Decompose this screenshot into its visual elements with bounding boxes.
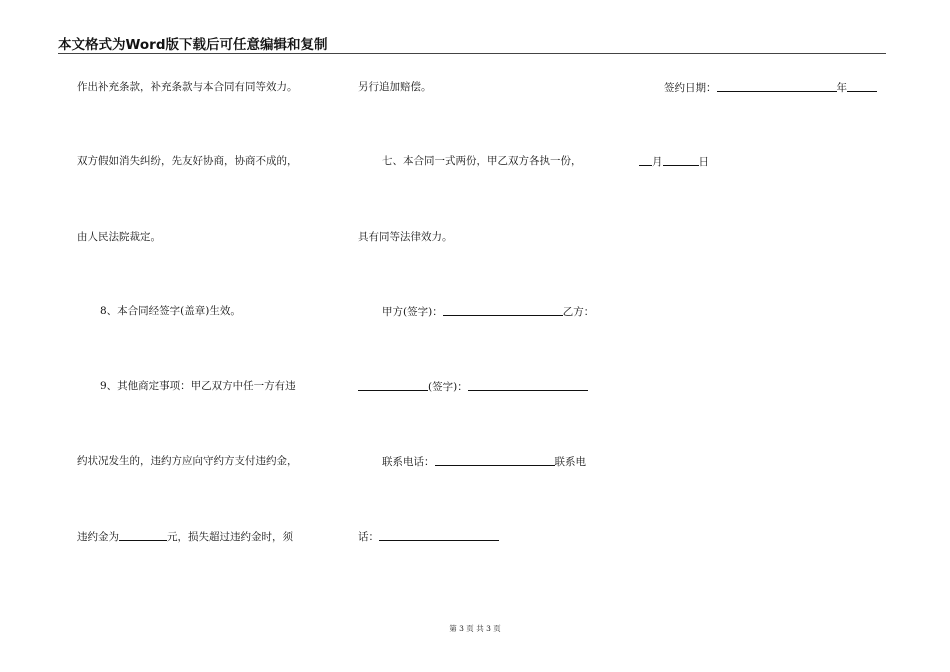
col2-line-2: 七、本合同一式两份，甲乙双方各执一份， — [382, 155, 582, 167]
col2-line-1: 另行追加赔偿。 — [358, 81, 432, 93]
year-blank — [847, 80, 877, 92]
month-label: 月 — [652, 156, 663, 168]
year-label: 年 — [836, 82, 847, 94]
header-divider — [58, 53, 886, 54]
col2-line-3: 具有同等法律效力。 — [358, 231, 453, 243]
document-header-title: 本文格式为Word版下载后可任意编辑和复制 — [58, 37, 328, 53]
phone-label-cont: 话： — [358, 531, 379, 543]
day-label: 日 — [698, 156, 709, 168]
page-footer: 第 3 页 共 3 页 — [449, 624, 501, 633]
col3-line-2 — [639, 154, 709, 169]
col1-line-7 — [77, 529, 293, 544]
party-a-sign-label: 甲方(签字)： — [382, 306, 443, 318]
party-b-label: 乙方： — [562, 306, 595, 318]
col1-line-6: 约状况发生的，违约方应向守约方支付违约金， — [77, 455, 298, 467]
phone-blank-2 — [379, 529, 499, 541]
month-blank — [639, 154, 652, 166]
col3-line-1 — [664, 80, 877, 95]
phone-blank — [435, 454, 555, 466]
col1-line-1: 作出补充条款，补充条款与本合同有同等效力。 — [77, 81, 298, 93]
col2-line-4 — [382, 304, 594, 319]
col2-line-5 — [358, 379, 588, 394]
col1-line-2: 双方假如消失纠纷，先友好协商，协商不成的， — [77, 155, 298, 167]
phone-label: 联系电话： — [382, 456, 435, 468]
col2-line-6 — [382, 454, 586, 469]
col2-line-7 — [358, 529, 499, 544]
sign-date-label: 签约日期： — [664, 82, 717, 94]
sign-date-blank — [717, 80, 837, 92]
penalty-amount-blank — [119, 529, 167, 541]
day-blank — [663, 154, 699, 166]
party-a-sign-blank — [443, 304, 563, 316]
col1-line-3: 由人民法院裁定。 — [77, 231, 161, 243]
col1-line-5: 9、其他商定事项：甲乙双方中任一方有违 — [100, 380, 296, 392]
col1-line-7-after: 元，损失超过违约金时，须 — [167, 531, 293, 543]
party-b-sign-label: (签字)： — [428, 381, 468, 393]
col1-line-7-before: 违约金为 — [77, 531, 119, 543]
col1-line-4: 8、本合同经签字(盖章)生效。 — [100, 305, 241, 317]
party-b-sign-blank — [468, 379, 588, 391]
party-b-name-blank — [358, 379, 428, 391]
phone-label-2: 联系电 — [554, 456, 586, 468]
